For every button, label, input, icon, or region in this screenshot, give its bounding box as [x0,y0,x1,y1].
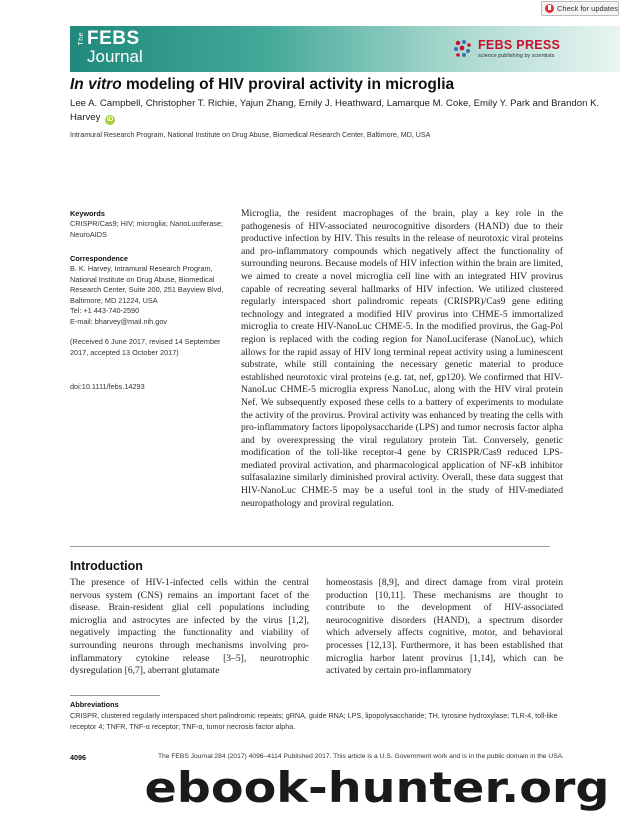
article-title-rest: modeling of HIV proviral activity in microglia [121,76,455,93]
introduction-column-1: The presence of HIV-1-infected cells within the central nervous system (CNS) remains an important facet of the disease. Brain-resident glial cell populations including microglia and astrocytes are infected by the virus [1,2], negatively impacting the functionality and viability of surrounding neurons through mechanisms involving pro-inflammatory cytokine release [3–5], neurotrophic dysregulation [6,7], aberrant glutamate [70,577,309,677]
footer-citation: The FEBS Journal 284 (2017) 4096–4114 Published 2017. This article is a U.S. Government work and is in the public domain in the USA. [157,753,564,760]
journal-logo-journal: Journal [87,47,143,66]
authors-text: Lee A. Campbell, Christopher T. Richie, Yajun Zhang, Emily J. Heathward, Lamarque M. Coke, Emily Y. Park and Brandon K. Harvey [70,98,600,123]
author-list [70,97,610,125]
article-history: (Received 6 June 2017, revised 14 September 2017, accepted 13 October 2017) [70,337,221,357]
journal-logo-the: The [78,32,85,46]
introduction-column-2: homeostasis [8,9], and direct damage from viral protein production [10,11]. These mechanisms are thought to contribute to the development of HIV-associated neurocognitive disorders (HAND), a spectrum disorder which adversely affects cognitive, motor, and behavioral processes [12,13]. Furthermore, it has been established that microglia harbor latent provirus [1,14], which can be activated by certain pro-inflammatory [326,577,563,677]
page-number: 4096 [70,753,86,762]
watermark [142,762,612,812]
article-title [70,76,610,94]
publisher-tagline: science publishing by scientists [478,53,555,59]
correspondence-text: B. K. Harvey, Intramural Research Program, National Institute on Drug Abuse, Biomedical Research Center, Suite 200, 251 Bayview Blvd, Baltimore, MD 21224, USA Tel: +1 443-740-2590 E-mail: bharvey@mail.nih.gov [70,264,224,326]
check-for-updates-label: Check for updates [557,4,618,13]
keywords-heading: Keywords [70,209,105,218]
watermark-text: ebook-hunter.org [144,763,610,812]
doi-link[interactable]: doi:10.1111/febs.14293 [70,382,145,391]
publisher-dots-icon [452,38,474,60]
abbreviations-heading: Abbreviations [70,700,119,709]
journal-logo-febs: FEBS [87,28,140,49]
article-title-italic: In vitro [70,76,122,93]
section-divider [70,546,550,547]
keywords-text: CRISPR/Cas9; HIV; microglia; NanoLuciferase; NeuroAIDS [70,219,224,239]
introduction-heading: Introduction [70,559,143,573]
abstract-text: Microglia, the resident macrophages of the brain, play a key role in the pathogenesis of HIV-associated neurocognitive disorders (HAND) due to their productive infection by HIV. This results in the release of neurotoxic viral proteins and pro-inflammatory compounds which negatively affect the functionality of surrounding neurons. Because models of HIV infection within the brain are limited, we aimed to create a novel microglia cell line with an integrated HIV provirus capable of recreating several hallmarks of HIV infection. We utilized clustered regularly interspaced short palindromic repeats (CRISPR)/Cas9 gene editing technology and integrated a modified HIV provirus into CHME-5 immortalized microglia to create HIV-NanoLuc CHME-5. In the modified provirus, the Gag-Pol region is replaced with the coding region for NanoLuciferase (NanoLuc), which allows for the rapid assay of HIV long terminal repeat activity using a luminescent substrate, while still containing the necessary genetic material to produce established neurotoxic viral proteins (e.g. tat, nef, gp120). We confirmed that HIV-NanoLuc CHME-5 microglia express NanoLuc, along with the HIV viral protein Nef. We subsequently exposed these cells to a battery of experiments to modulate the activity of the provirus. Proviral activity was enhanced by treating the cells with pro-inflammatory factors lipopolysaccharide (LPS) and tumor necrosis factor alpha and by overexpressing the viral regulatory protein Tat. Conversely, genetic modification of the toll-like receptor-4 gene by CRISPR/Cas9 reduced LPS-mediated proviral activation, and pharmacological application of NF-κB inhibitor sulfasalazine similarly diminished proviral activity. Overall, these data suggest that HIV-NanoLuc CHME-5 may be a useful tool in the study of HIV-mediated neuropathology and proviral regulation. [241,208,563,509]
check-for-updates-button[interactable] [541,1,619,16]
correspondence-heading: Correspondence [70,254,128,263]
abbreviations-divider [70,695,160,696]
abbreviations-text: CRISPR, clustered regularly interspaced short palindromic repeats; gRNA, guide RNA; LPS, lipopolysaccharide; TH, tyrosine hydroxylase; TLR-4, toll-like receptor 4; TNFR, TNF-α receptor; TNF-α, tumor necrosis factor alpha. [70,711,558,731]
publisher-name: FEBS PRESS [478,38,561,52]
affiliation: Intramural Research Program, National Institute on Drug Abuse, Biomedical Research Center, Baltimore, MD, USA [70,131,431,139]
orcid-icon[interactable]: iD [106,116,114,123]
bookmark-icon [545,4,554,13]
publisher-logo [452,36,602,64]
